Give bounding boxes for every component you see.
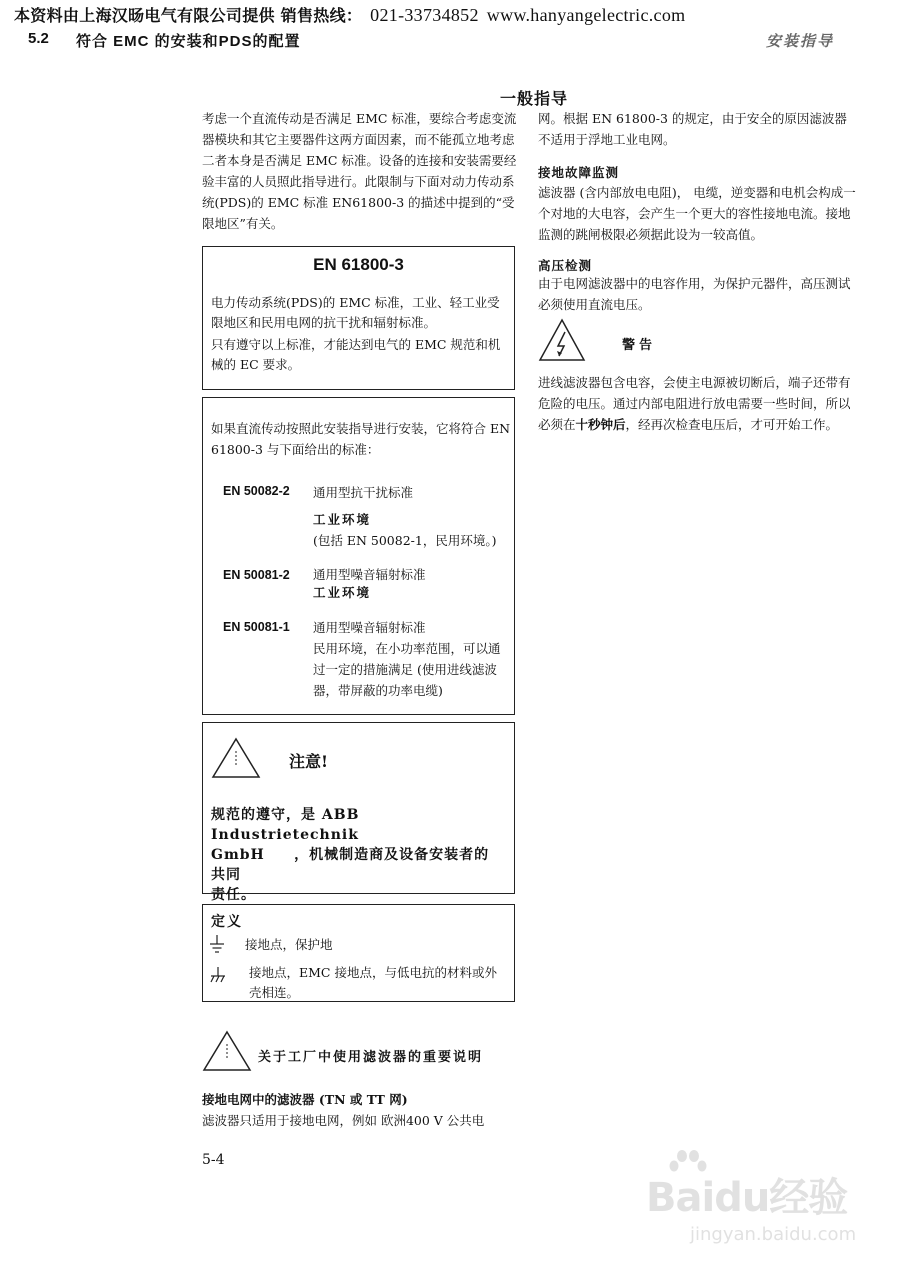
standard-title: 通用型噪音辐射标准 bbox=[313, 567, 426, 582]
warning-text bbox=[538, 372, 856, 435]
standard-note: 民用环境，在小功率范围，可以通过一定的措施满足 (使用进线滤波器，带屏蔽的功率电缆) bbox=[313, 641, 501, 698]
source-text: 本资料由上海汉旸电气有限公司提供 销售热线： bbox=[14, 6, 363, 25]
note-box bbox=[202, 722, 515, 903]
page-number: 5-4 bbox=[202, 1152, 225, 1168]
definition-protective-earth: 接地点，保护地 bbox=[245, 937, 333, 952]
standards-box bbox=[202, 397, 515, 715]
en61800-paragraph-2: 只有遵守以上标准，才能达到电气的 EMC 规范和机械的 EC 要求。 bbox=[211, 337, 501, 372]
standard-description bbox=[313, 566, 508, 602]
section-heading: 一般指导 bbox=[500, 89, 569, 108]
ground-fault-heading: 接地故障监测 bbox=[538, 165, 620, 180]
note-line: GmbH ，机械制造商及设备安装者的 bbox=[211, 847, 490, 863]
intro-paragraph: 考虑一个直流传动是否满足 EMC 标准，要综合考虑变流器模块和其它主要器件这两方面因素，而不能孤立地考虑二者本身是否满足 EMC 标准。设备的连接和安装需要经验丰富的人员照此指导进行。此限制与下面对动力传动系统(PDS)的 EMC 标准 EN61800-3 的描述中提到的“受限地区”有关。 bbox=[202, 111, 517, 231]
standard-note: (包括 EN 50082-1，民用环境。) bbox=[313, 533, 497, 548]
high-voltage-text: 由于电网滤波器中的电容作用，为保护元器件，高压测试必须使用直流电压。 bbox=[538, 276, 851, 312]
note-body bbox=[211, 805, 511, 905]
warning-text-part: ，经再次检查电压后，才可开始工作。 bbox=[625, 417, 839, 432]
source-banner bbox=[14, 3, 894, 26]
high-voltage-heading: 高压检测 bbox=[538, 258, 593, 273]
en61800-box bbox=[202, 246, 515, 390]
note-line: 共同 bbox=[211, 867, 241, 883]
standard-description bbox=[313, 617, 508, 701]
definitions-box bbox=[202, 904, 515, 1002]
note-title: 注意! bbox=[289, 752, 329, 771]
tn-network-heading: 接地电网中的滤波器 (TN 或 TT 网) bbox=[202, 1092, 408, 1107]
continuation-paragraph: 网。根据 EN 61800-3 的规定，由于安全的原因滤波器不适用于浮地工业电网。 bbox=[538, 111, 847, 147]
phone-number: 021-33734852 bbox=[370, 5, 479, 25]
en61800-paragraph-1: 电力传动系统(PDS)的 EMC 标准，工业、轻工业受限地区和民用电网的抗干扰和辐射标准。 bbox=[211, 295, 500, 330]
standard-description bbox=[313, 482, 508, 551]
protective-earth-icon bbox=[209, 935, 225, 955]
standard-code: EN 50082-2 bbox=[223, 484, 290, 498]
caution-triangle-icon bbox=[202, 1030, 252, 1072]
definitions-title: 定义 bbox=[211, 914, 243, 930]
section-number: 5.2 bbox=[28, 30, 49, 47]
warning-text-part: 进线滤波器包含电容，会使主电源被切断后，端子还带有危险的电压。通过内部电阻进行放电需要一些时间，所以必须在 bbox=[538, 375, 851, 432]
filter-warning-title: 关于工厂中使用滤波器的重要说明 bbox=[258, 1050, 484, 1065]
warning-label: 警告 bbox=[622, 338, 657, 353]
note-line: 规范的遵守，是 ABB Industrietechnik bbox=[211, 807, 360, 843]
standard-code: EN 50081-2 bbox=[223, 568, 290, 582]
standard-code: EN 50081-1 bbox=[223, 620, 290, 634]
watermark-brand: Baidu经验 bbox=[646, 1175, 848, 1221]
warning-time-emphasis: 十秒钟后 bbox=[575, 417, 626, 432]
tn-network-text: 滤波器只适用于接地电网，例如 欧洲400 V 公共电 bbox=[202, 1113, 485, 1128]
standard-title: 通用型噪音辐射标准 bbox=[313, 620, 426, 635]
standard-environment: 工业环境 bbox=[313, 585, 372, 600]
standards-intro: 如果直流传动按照此安装指导进行安装，它将符合 EN 61800-3 与下面给出的标准： bbox=[211, 421, 511, 457]
section-title: 符合 EMC 的安装和PDS的配置 bbox=[76, 33, 301, 50]
standard-environment: 工业环境 bbox=[313, 512, 372, 527]
company-url: www.hanyangelectric.com bbox=[486, 5, 686, 25]
en61800-title: EN 61800-3 bbox=[313, 255, 404, 274]
standard-title: 通用型抗干扰标准 bbox=[313, 485, 414, 500]
watermark-url: jingyan.baidu.com bbox=[690, 1224, 857, 1245]
caution-triangle-icon bbox=[211, 737, 261, 779]
definition-emc-ground: 接地点，EMC 接地点，与低电抗的材料或外壳相连。 bbox=[249, 965, 497, 1000]
running-head: 安装指导 bbox=[766, 32, 835, 50]
note-line: 责任。 bbox=[211, 887, 256, 903]
chassis-ground-icon bbox=[209, 967, 227, 983]
ground-fault-text: 滤波器 (含内部放电电阻)， 电缆，逆变器和电机会构成一个对地的大电容，会产生一个更大的容性接地电流。接地监测的跳闸极限必须据此设为一较高值。 bbox=[538, 185, 856, 242]
high-voltage-warning-icon bbox=[538, 318, 586, 362]
baidu-watermark bbox=[646, 1140, 886, 1258]
